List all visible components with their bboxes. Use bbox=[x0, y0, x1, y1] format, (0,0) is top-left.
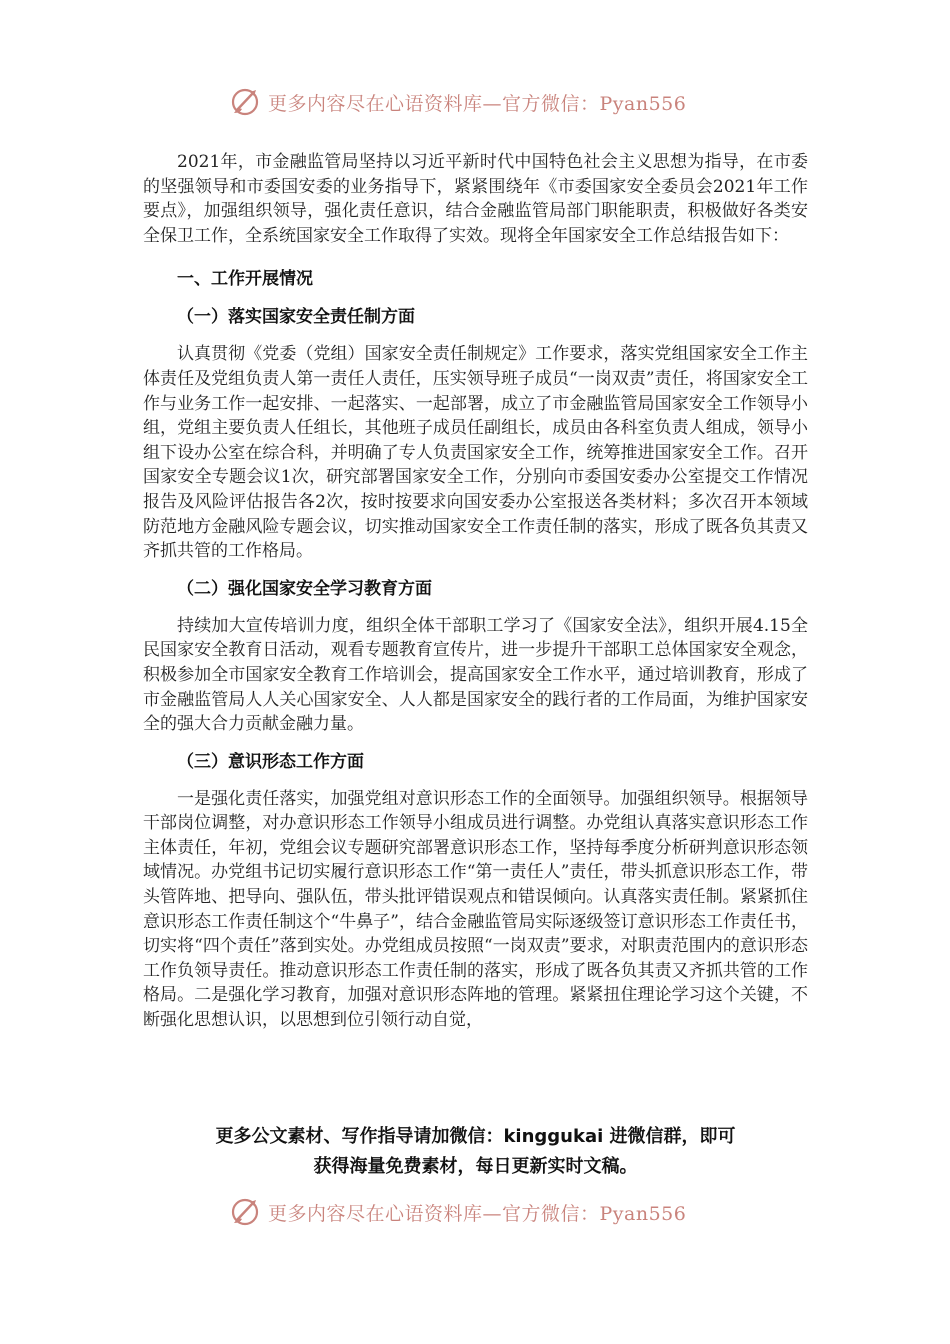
watermark-banner-text: 更多内容尽在心语资料库—官方微信：Pyan556 bbox=[268, 1202, 687, 1225]
subsection-2-paragraph: 持续加大宣传培训力度，组织全体干部职工学习了《国家安全法》，组织开展4.15全民国家安全教育日活动，观看专题教育宣传片，进一步提升干部职工总体国家安全观念，积极参加全市国家安全教育工作培训会，提高国家安全工作水平，通过培训教育，形成了市金融监管局人人关心国家安全、人人都是国家安全的践行者的工作局面，为维护国家安全的强大合力贡献金融力量。 bbox=[143, 615, 808, 735]
promo-line-2: 获得海量免费素材，每日更新实时文稿。 bbox=[313, 1156, 638, 1177]
subsection-3-paragraph: 一是强化责任落实，加强党组对意识形态工作的全面领导。加强组织领导。根据领导干部岗位调整，对办意识形态工作领导小组成员进行调整。办党组认真落实意识形态工作主体责任，年初，党组会议专题研究部署意识形态工作，坚持每季度分析研判意识形态领域情况。办党组书记切实履行意识形态工作“第一责任人”责任，带头抓意识形态工作，带头管阵地、把导向、强队伍，带头批评错误观点和错误倾向。认真落实责任制。紧紧抓住意识形态工作责任制这个“牛鼻子”，结合金融监管局实际逐级签订意识形态工作责任书，切实将“四个责任”落到实处。办党组成员按照“一岗双责”要求，对职责范围内的意识形态工作负领导责任。推动意识形态工作责任制的落实，形成了既各负其责又齐抓共管的工作格局。二是强化学习教育，加强对意识形态阵地的管理。紧紧扭住理论学习这个关键，不断强化思想认识，以思想到位引领行动自觉， bbox=[143, 788, 808, 1031]
subsection-1-paragraph: 认真贯彻《党委（党组）国家安全责任制规定》工作要求，落实党组国家安全工作主体责任及党组负责人第一责任人责任，压实领导班子成员“一岗双责”责任，将国家安全工作与业务工作一起安排、一起落实、一起部署，成立了市金融监管局国家安全工作领导小组，党组主要负责人任组长，其他班子成员任副组长，成员由各科室负责人组成，领导小组下设办公室在综合科，并明确了专人负责国家安全工作，统筹推进国家安全工作。召开国家安全专题会议1次，研究部署国家安全工作，分别向市委国安委办公室提交工作情况报告及风险评估报告各2次，按时按要求向国安委办公室报送各类材料；多次召开本领域防范地方金融风险专题会议，切实推动国家安全工作责任制的落实，形成了既各负其责又齐抓共管的工作格局。 bbox=[143, 344, 808, 562]
subsection-3-heading: （三）意识形态工作方面 bbox=[177, 751, 364, 772]
pen-logo-icon bbox=[228, 85, 262, 119]
pen-logo-icon bbox=[228, 1195, 262, 1229]
document-body bbox=[143, 150, 808, 1033]
watermark-banner-bottom bbox=[228, 1192, 728, 1232]
watermark-banner-top bbox=[228, 82, 728, 122]
watermark-banner-text: 更多内容尽在心语资料库—官方微信：Pyan556 bbox=[268, 92, 687, 115]
section-1-heading: 一、工作开展情况 bbox=[177, 269, 313, 290]
promo-line-1: 更多公文素材、写作指导请加微信：kinggukai 进微信群，即可 bbox=[215, 1126, 736, 1147]
subsection-2-heading: （二）强化国家安全学习教育方面 bbox=[177, 578, 432, 599]
promo-notice bbox=[143, 1122, 808, 1182]
intro-paragraph: 2021年，市金融监管局坚持以习近平新时代中国特色社会主义思想为指导，在市委的坚强领导和市委国安委的业务指导下，紧紧围绕年《市委国家安全委员会2021年工作要点》，加强组织领导，强化责任意识，结合金融监管局部门职能职责，积极做好各类安全保卫工作，全系统国家安全工作取得了实效。现将全年国家安全工作总结报告如下： bbox=[143, 152, 808, 246]
subsection-1-heading: （一）落实国家安全责任制方面 bbox=[177, 307, 415, 328]
